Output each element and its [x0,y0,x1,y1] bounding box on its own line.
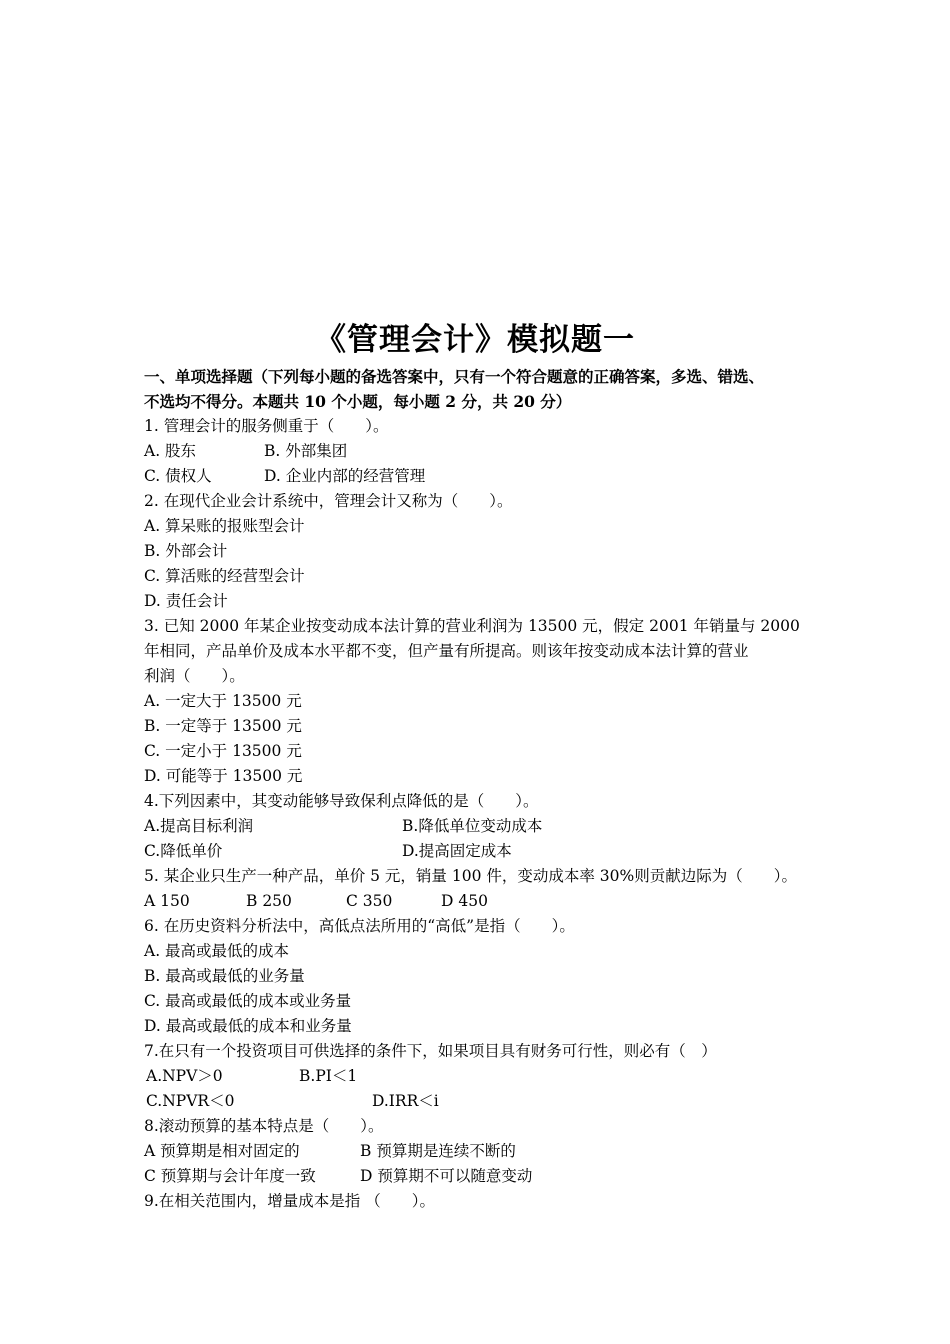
q5-option-c: C 350 [346,892,393,910]
q4-option-b: B.降低单位变动成本 [402,817,543,835]
q3-option-c: C. 一定小于 13500 元 [144,742,302,760]
q4-option-d: D.提高固定成本 [402,842,512,860]
q8-options-row-1 [144,1139,824,1164]
q3-stem-line-1: 3. 已知 2000 年某企业按变动成本法计算的营业利润为 13500 元，假定 2001 年销量与 2000 [144,617,800,635]
document-title: 《管理会计》模拟题一 [315,322,635,358]
q7-options-row-2 [144,1089,824,1114]
q3-stem-line-3: 利润（ ）。 [144,667,245,685]
q6-option-d: D. 最高或最低的成本和业务量 [144,1017,352,1035]
q8-stem: 8.滚动预算的基本特点是（ ）。 [144,1117,384,1135]
q2-option-b: B. 外部会计 [144,542,228,560]
q8-option-b: B 预算期是连续不断的 [360,1142,516,1160]
q6-stem: 6. 在历史资料分析法中，高低点法所用的“高低”是指（ ）。 [144,917,575,935]
q2-stem: 2. 在现代企业会计系统中，管理会计又称为（ ）。 [144,492,513,510]
q3-option-b: B. 一定等于 13500 元 [144,717,302,735]
q7-option-a: A.NPV＞0 [146,1067,223,1085]
q5-option-a: A 150 [144,892,190,910]
q5-option-b: B 250 [246,892,292,910]
q1-option-b: B. 外部集团 [264,442,348,460]
q2-option-c: C. 算活账的经营型会计 [144,567,305,585]
section-heading-line-2: 不选均不得分。本题共 10 个小题，每小题 2 分，共 20 分） [144,392,572,411]
q3-option-d: D. 可能等于 13500 元 [144,767,303,785]
q2-option-a: A. 算呆账的报账型会计 [144,517,305,535]
q2-option-d: D. 责任会计 [144,592,228,610]
q6-option-a: A. 最高或最低的成本 [144,942,290,960]
q6-option-b: B. 最高或最低的业务量 [144,967,305,985]
q8-options-row-2 [144,1164,824,1189]
q9-stem: 9.在相关范围内，增量成本是指 （ ）。 [144,1192,435,1210]
q8-option-a: A 预算期是相对固定的 [144,1142,300,1160]
q1-options-row-1 [144,439,824,464]
q5-stem: 5. 某企业只生产一种产品，单价 5 元，销量 100 件，变动成本率 30%则贡献边际为（ ）。 [144,867,798,885]
q7-option-c: C.NPVR＜0 [146,1092,235,1110]
q8-option-c: C 预算期与会计年度一致 [144,1167,316,1185]
q7-options-row-1 [144,1064,824,1089]
q7-option-d: D.IRR＜i [372,1092,439,1110]
q7-option-b: B.PI＜1 [299,1067,358,1085]
q1-option-d: D. 企业内部的经营管理 [264,467,426,485]
q1-option-c: C. 债权人 [144,467,212,485]
q3-stem-line-2: 年相同，产品单价及成本水平都不变，但产量有所提高。则该年按变动成本法计算的营业 [144,642,749,660]
q5-option-d: D 450 [441,892,488,910]
section-heading-line-1: 一、单项选择题（下列每小题的备选答案中，只有一个符合题意的正确答案，多选、错选、 [144,367,765,386]
q8-option-d: D 预算期不可以随意变动 [360,1167,533,1185]
document-body [144,364,824,1214]
q4-options-row-1 [144,814,824,839]
q5-options-row [144,889,824,914]
q1-option-a: A. 股东 [144,442,197,460]
q4-option-c: C.降低单价 [144,842,223,860]
q6-option-c: C. 最高或最低的成本或业务量 [144,992,352,1010]
q4-option-a: A.提高目标利润 [144,817,254,835]
q4-options-row-2 [144,839,824,864]
q4-stem: 4.下列因素中，其变动能够导致保利点降低的是（ ）。 [144,792,539,810]
q1-options-row-2 [144,464,824,489]
q7-stem: 7.在只有一个投资项目可供选择的条件下，如果项目具有财务可行性，则必有（ ） [144,1042,717,1060]
q3-option-a: A. 一定大于 13500 元 [144,692,302,710]
q1-stem: 1. 管理会计的服务侧重于（ ）。 [144,417,389,435]
